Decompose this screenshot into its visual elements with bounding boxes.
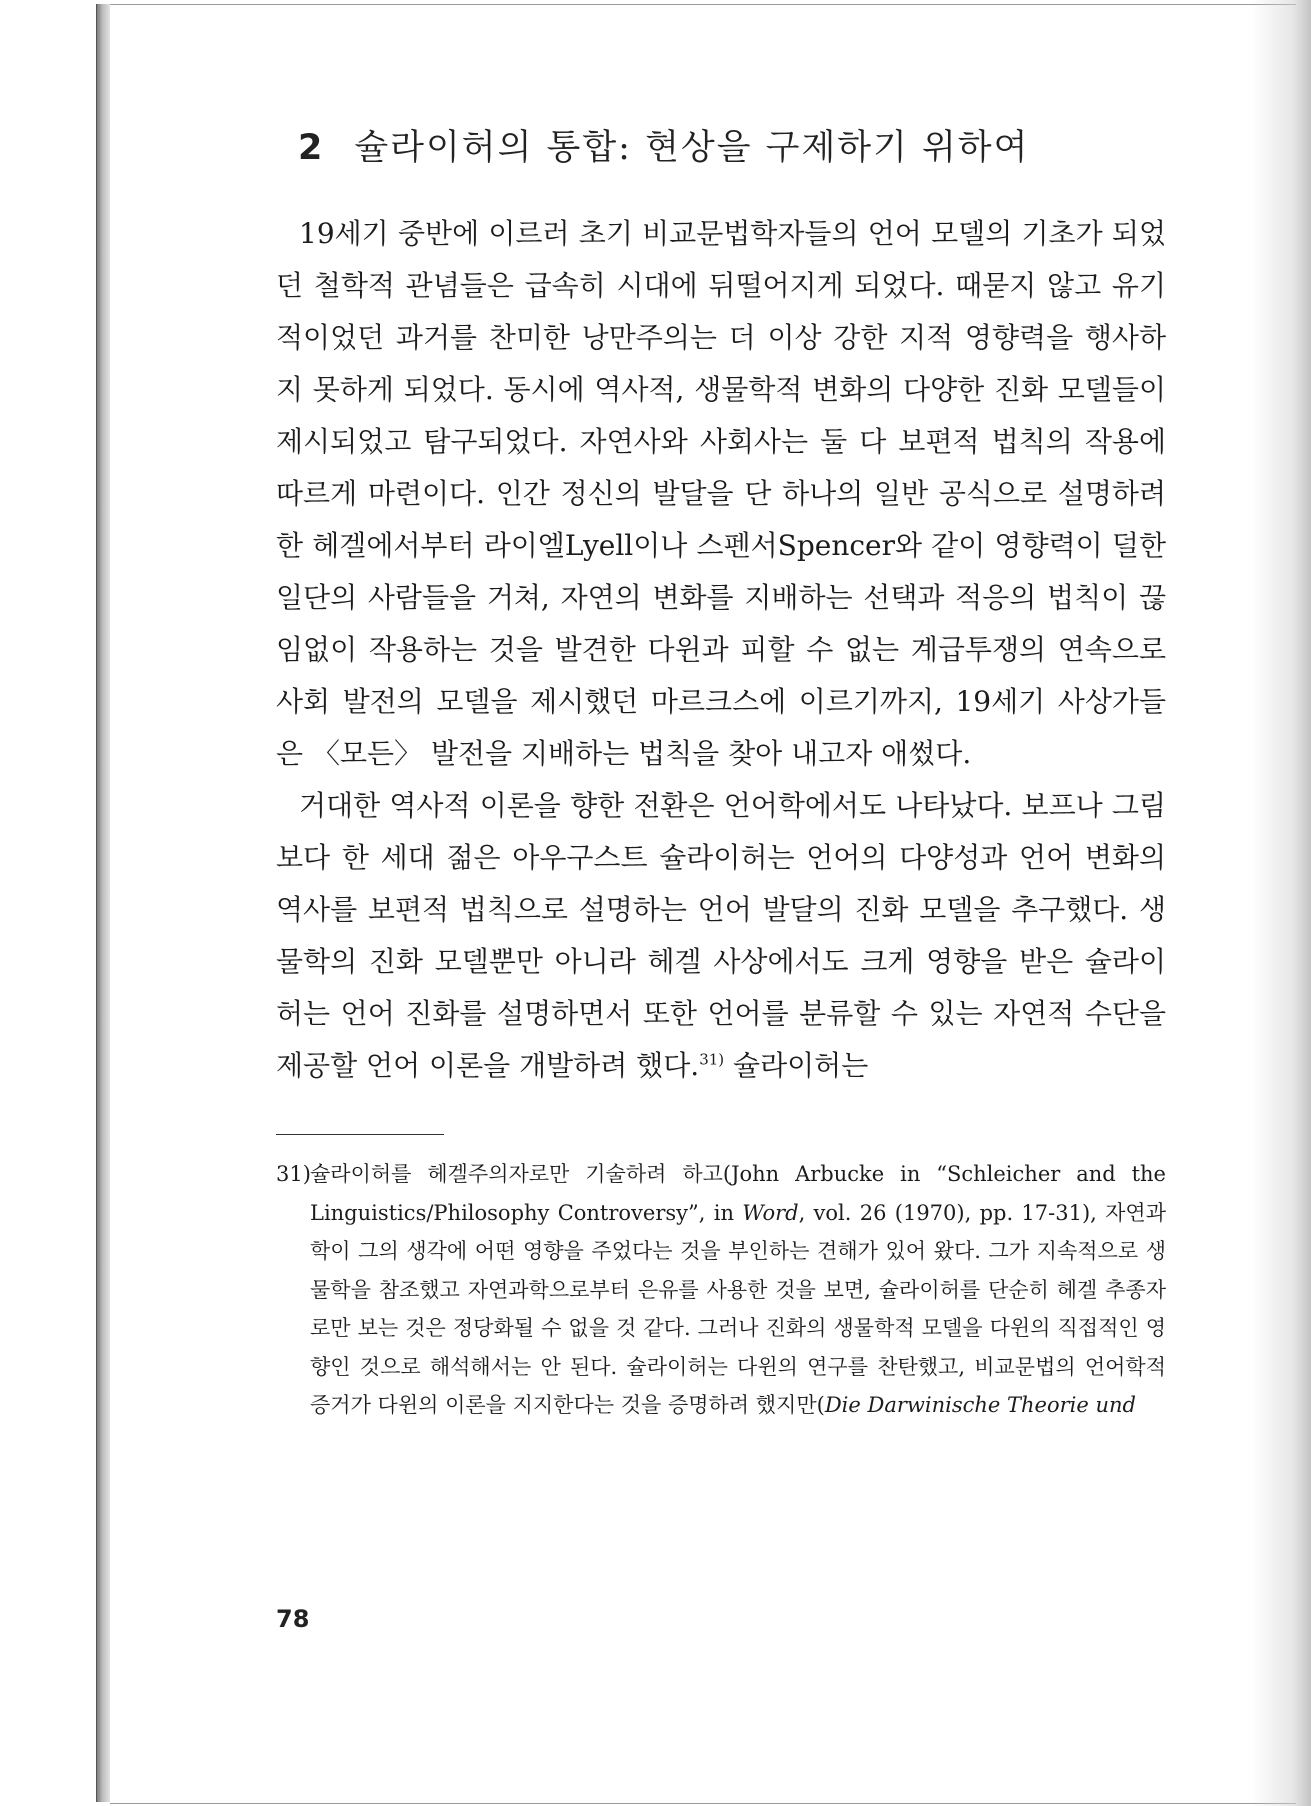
footnote-book-title: Die Darwinische Theorie und bbox=[824, 1393, 1136, 1417]
body-paragraph-2-tail: 슐라이허는 bbox=[724, 1049, 869, 1082]
footnote-text-part1: 슐라이허를 헤겔주의자로만 기술하려 하고(John Arbucke in “Schleicher and the Linguistics/Philosophy Controversy”, in bbox=[310, 1162, 1166, 1225]
section-number: 2 bbox=[298, 128, 325, 168]
footnote-text-part2: , vol. 26 (1970), pp. 17-31), 자연과학이 그의 생각에 어떤 영향을 주었다는 것을 부인하는 견해가 있어 왔다. 그가 지속적으로 생물학을 참조했고 자연과학으로부터 은유를 사용한 것을 보면, 슐라이허를 단순히 헤겔 추종자로만 보는 것은 정당화될 수 없을 것 같다. 그러나 진화의 생물학적 모델을 다윈의 직접적인 영향인 것으로 해석해서는 안 된다. 슐라이허는 다윈의 연구를 찬탄했고, 비교문법의 언어학적 증거가 다윈의 이론을 지지한다는 것을 증명하려 했지만( bbox=[310, 1200, 1166, 1417]
page-content bbox=[276, 120, 1166, 1425]
footnote-number: 31) bbox=[276, 1162, 311, 1186]
page-stack-edge bbox=[96, 4, 111, 1802]
body-paragraph-2-text: 거대한 역사적 이론을 향한 전환은 언어학에서도 나타났다. 보프나 그림보다 한 세대 젊은 아우구스트 슐라이허는 언어의 다양성과 언어 변화의 역사를 보편적 법칙으로 설명하는 언어 발달의 진화 모델을 추구했다. 생물학의 진화 모델뿐만 아니라 헤겔 사상에서도 크게 영향을 받은 슐라이허는 언어 진화를 설명하면서 또한 언어를 분류할 수 있는 자연적 수단을 제공할 언어 이론을 개발하려 했다. bbox=[276, 789, 1166, 1082]
footnote bbox=[276, 1155, 1166, 1425]
footnote-journal-title: Word bbox=[742, 1200, 799, 1225]
footnote-text bbox=[310, 1155, 1166, 1425]
body-paragraph-2 bbox=[276, 780, 1166, 1092]
footnote-reference: 31) bbox=[699, 1050, 725, 1069]
body-paragraph-1: 19세기 중반에 이르러 초기 비교문법학자들의 언어 모델의 기초가 되었던 철학적 관념들은 급속히 시대에 뒤떨어지게 되었다. 때묻지 않고 유기적이었던 과거를 찬미한 낭만주의는 더 이상 강한 지적 영향력을 행사하지 못하게 되었다. 동시에 역사적, 생물학적 변화의 다양한 진화 모델들이 제시되었고 탐구되었다. 자연사와 사회사는 둘 다 보편적 법칙의 작용에 따르게 마련이다. 인간 정신의 발달을 단 하나의 일반 공식으로 설명하려 한 헤겔에서부터 라이엘Lyell이나 스펜서Spencer와 같이 영향력이 덜한 일단의 사람들을 거쳐, 자연의 변화를 지배하는 선택과 적응의 법칙이 끊임없이 작용하는 것을 발견한 다윈과 피할 수 없는 계급투쟁의 연속으로 사회 발전의 모델을 제시했던 마르크스에 이르기까지, 19세기 사상가들은 〈모든〉 발전을 지배하는 법칙을 찾아 내고자 애썼다. bbox=[276, 217, 1166, 770]
page-number: 78 bbox=[276, 1605, 310, 1633]
section-heading bbox=[298, 120, 1166, 170]
section-title: 슐라이허의 통합: 현상을 구제하기 위하여 bbox=[354, 128, 1030, 168]
footnote-divider bbox=[276, 1134, 444, 1135]
